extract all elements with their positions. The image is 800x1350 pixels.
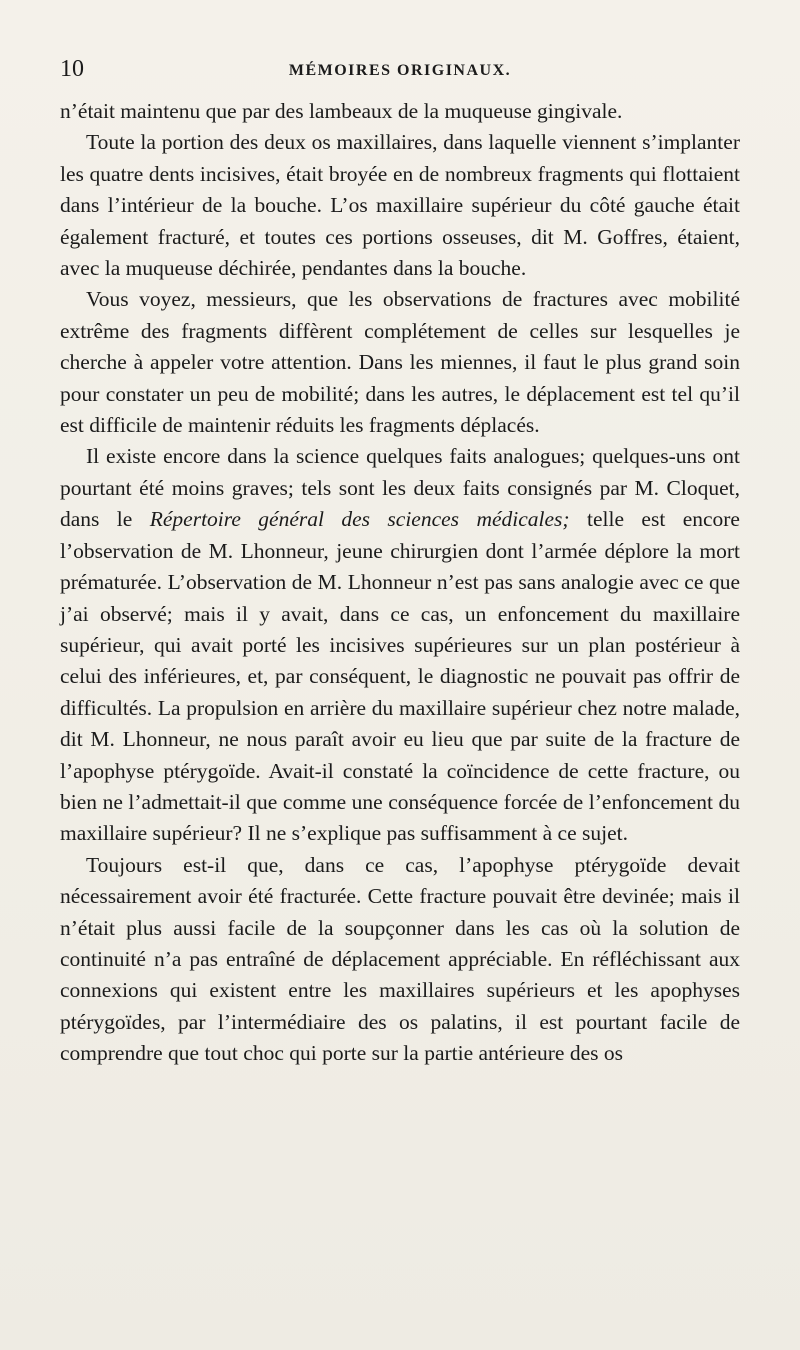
journal-title: Répertoire général des sciences médicales;	[149, 507, 570, 532]
page-header	[60, 56, 740, 88]
paragraph-4-text-b: telle est encore l’observation de M. Lhonneur, jeune chirurgien dont l’armée déplore la mort prématurée. L’observation de M. Lhonneur n’est pas sans analogie avec ce que j’ai observé; mais il y avait, dans ce cas, un enfoncement du maxillaire supérieur, qui avait porté les incisives supérieures sur un plan postérieur à celui des inférieures, et, par conséquent, le diagnostic ne pouvait pas offrir de difficultés. La propulsion en arrière du maxillaire supérieur chez notre malade, dit M. Lhonneur, ne nous paraît avoir eu lieu que par suite de la fracture de l’apophyse ptérygoïde. Avait-il constaté la coïncidence de cette fracture, ou bien ne l’admettait-il que comme une conséquence forcée de l’enfoncement du maxillaire supérieur? Il ne s’explique pas suffisamment à ce sujet.	[60, 507, 740, 846]
paragraph-3: Vous voyez, messieurs, que les observations de fractures avec mobilité extrême des fragments diffèrent complétement de celles sur lesquelles je cherche à appeler votre attention. Dans les miennes, il faut le plus grand soin pour constater un peu de mobilité; dans les autres, le déplacement est tel qu’il est difficile de maintenir réduits les fragments déplacés.	[60, 287, 740, 438]
body-text	[60, 96, 740, 1070]
paragraph-4-text-a: Il existe encore dans la science quelques faits analogues; quelques-uns ont pourtant été moins graves; tels sont les deux faits consignés par M. Cloquet, dans le	[60, 444, 740, 532]
paragraph-4	[60, 441, 740, 849]
page-number: 10	[60, 56, 84, 82]
paragraph-5: Toujours est-il que, dans ce cas, l’apophyse ptérygoïde devait nécessairement avoir été fracturée. Cette fracture pouvait être devinée; mais il n’était plus aussi facile de la soupçonner dans les cas où la solution de continuité n’a pas entraîné de déplacement appréciable. En réfléchissant aux connexions qui existent entre les maxillaires supérieurs et les apophyses ptérygoïdes, par l’intermédiaire des os palatins, il est pourtant facile de comprendre que tout choc qui porte sur la partie antérieure des os	[60, 852, 740, 1066]
paragraph-1: n’était maintenu que par des lambeaux de la muqueuse gingivale.	[60, 99, 623, 123]
paragraph-2: Toute la portion des deux os maxillaires, dans laquelle viennent s’implanter les quatre dents incisives, était broyée en de nombreux fragments qui flottaient dans l’intérieur de la bouche. L’os maxillaire supérieur du côté gauche était également fracturé, et toutes ces portions osseuses, dit M. Goffres, étaient, avec la muqueuse déchirée, pendantes dans la bouche.	[60, 130, 740, 281]
running-title: MÉMOIRES ORIGINAUX.	[288, 62, 512, 79]
